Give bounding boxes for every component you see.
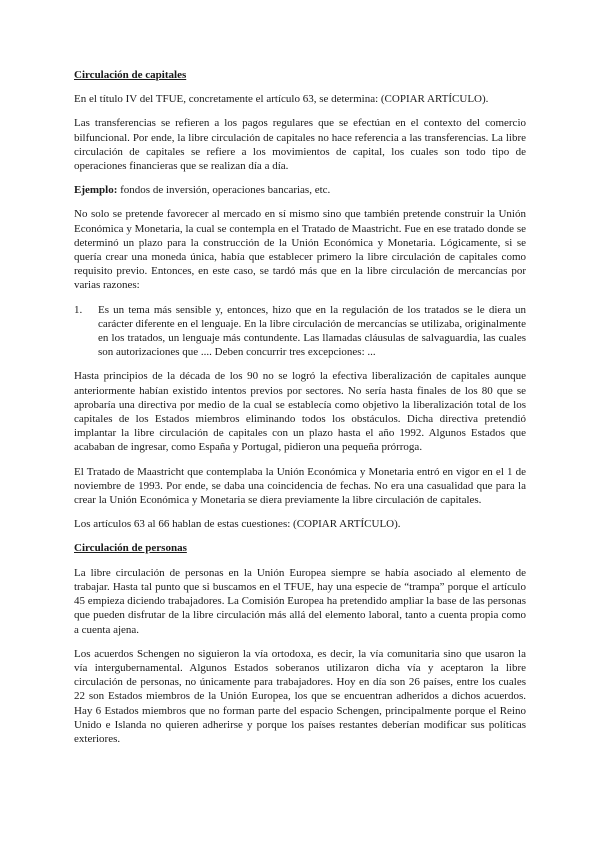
- list-text: Es un tema más sensible y, entonces, hizo que en la regulación de los tratados se le diera un carácter diferente en el lenguaje. En la libre circulación de mercancías se utilizaba, originalmente en los tratados, un lenguaje más contundente. Las llamadas cláusulas de salvaguardia, las cuales son autorizaciones que .... Deben concurrir tres excepciones: ...: [98, 303, 526, 359]
- heading-circulacion-capitales: Circulación de capitales: [74, 69, 187, 81]
- list-item: [74, 303, 526, 360]
- paragraph: Las transferencias se refieren a los pagos regulares que se efectúan en el contexto del comercio bilfuncional. Por ende, la libre circulación de capitales no hace referencia a las transferencias. La libre circulación de capitales se refiere a los movimientos de capital, los cuales son todo tipo de operaciones financieras que se realizan día a día.: [74, 117, 526, 173]
- paragraph: En el título IV del TFUE, concretamente el artículo 63, se determina: (COPIAR ARTÍCULO).: [74, 93, 489, 106]
- example-text: fondos de inversión, operaciones bancarias, etc.: [117, 184, 331, 197]
- paragraph: Hasta principios de la década de los 90 no se logró la efectiva liberalización de capitales aunque anteriormente habían existido intentos previos por sectores. No sería hasta finales de los 80 que se aprobaría una directiva por medio de la cual se establecía como objetivo la liberalización total de los capitales de los Estados miembros eliminando todos los obstáculos. Dicha directiva pretendió implantar la libre circulación de capitales con un plazo hasta el año 1992. Algunos Estados que acababan de ingresar, como España y Portugal, pidieron una pequeña prórroga.: [74, 370, 526, 454]
- paragraph: No solo se pretende favorecer al mercado en sí mismo sino que también pretende construir la Unión Económica y Monetaria, la cual se contempla en el Tratado de Maastricht. Fue en ese tratado donde se determinó un plazo para la construcción de la Unión Económica y Monetaria. Lógicamente, si se quería crear una moneda única, había que establecer primero la libre circulación de capitales como requisito previo. Entonces, en este caso, se tardó más que en la libre circulación de mercancías por varias razones:: [74, 208, 526, 292]
- paragraph: La libre circulación de personas en la Unión Europea siempre se había asociado al elemento de trabajar. Hasta tal punto que si buscamos en el TFUE, hay una especie de “trampa” porque el artículo 45 empieza diciendo trabajadores. La Comisión Europea ha pretendido ampliar la base de las personas que pueden disfrutar de la libre circulación más allá del elemento laboral, tanto a cuenta propia como a cuenta ajena.: [74, 566, 526, 636]
- paragraph: Los acuerdos Schengen no siguieron la vía ortodoxa, es decir, la vía comunitaria sino que usaron la vía intergubernamental. Algunos Estados soberanos utilizaron dicha vía y aceptaron la libre circulación de personas, no únicamente para trabajadores. Hoy en día son 26 países, entre los cuales 22 son Estados miembros de la Unión Europea, los que se encuentran adheridos a dichos acuerdos. Hay 6 Estados miembros que no forman parte del espacio Schengen, principalmente porque el Reino Unido e Islanda no quieren adherirse y porque los países restantes deberían modificar sus políticas exteriores.: [74, 647, 526, 745]
- example-paragraph: [74, 183, 526, 197]
- heading-circulacion-personas: Circulación de personas: [74, 542, 187, 555]
- example-label: Ejemplo:: [74, 184, 118, 197]
- list-number: 1.: [74, 303, 83, 316]
- paragraph: Los artículos 63 al 66 hablan de estas cuestiones: (COPIAR ARTÍCULO).: [74, 518, 401, 531]
- paragraph: El Tratado de Maastricht que contemplaba la Unión Económica y Monetaria entró en vigor en el 1 de noviembre de 1993. Por ende, se daba una coincidencia de fechas. No era una casualidad que para la crear la Unión Económica y Monetaria se diera previamente la libre circulación de capitales.: [74, 465, 526, 507]
